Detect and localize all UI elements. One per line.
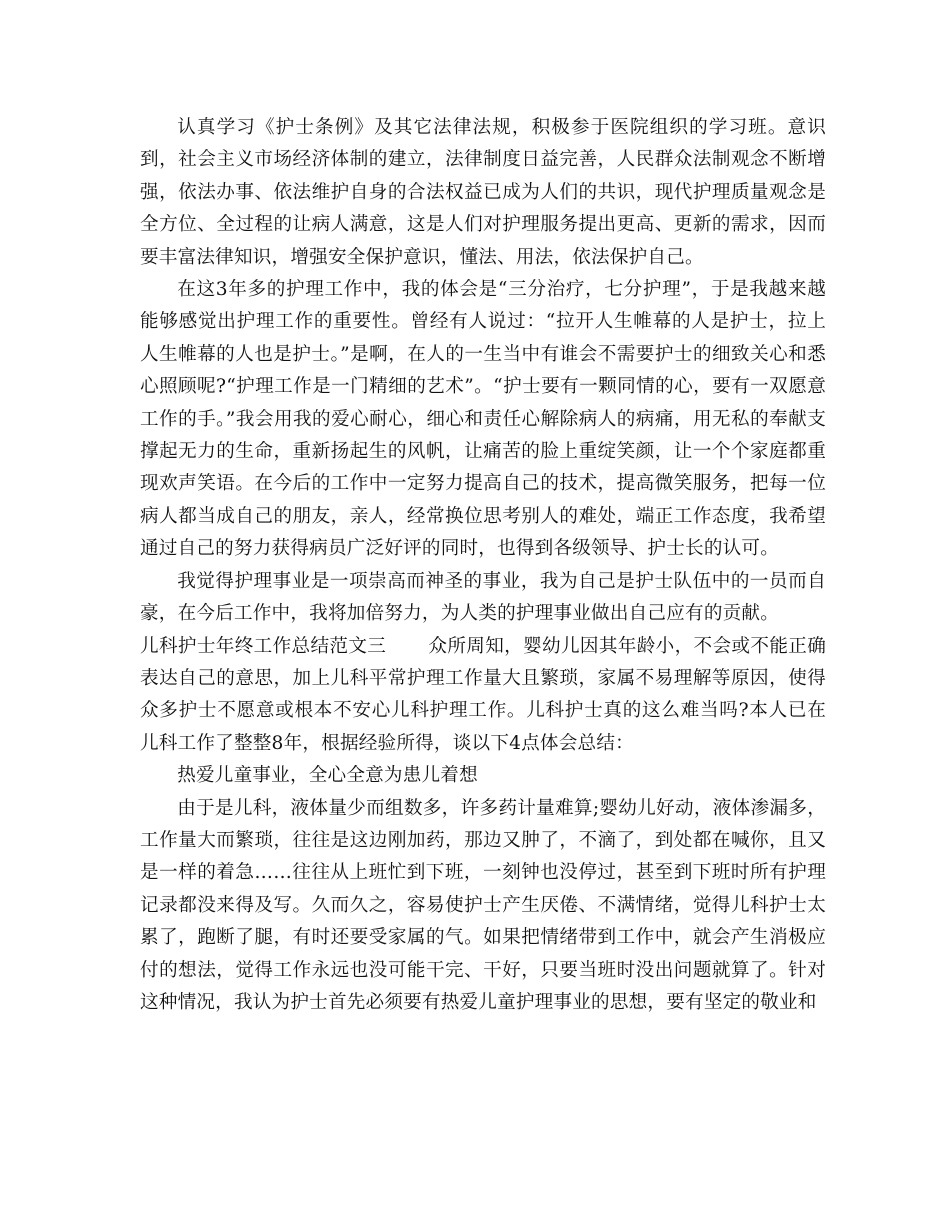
subheading: 热爱儿童事业，全心全意为患儿着想 xyxy=(177,765,478,787)
section-title: 儿科护士年终工作总结范文三 xyxy=(140,635,387,657)
paragraph-pediatric-workload: 由于是儿科，液体量少而组数多，许多药计量难算;婴幼儿好动，液体渗漏多，工作量大而繁琐，往往是这边刚加药，那边又肿了，不滴了，到处都在喊你，且又是一样的着急……往往从上班忙到下班，一刻钟也没停过，甚至到下班时所有护理记录都没来得及写。久而久之，容易使护士产生厌倦、不满情绪，觉得儿科护士太累了，跑断了腿，有时还要受家属的气。如果把情绪带到工作中，就会产生消极应付的想法，觉得工作永远也没可能干完、干好，只要当班时没出问题就算了。针对这种情况，我认为护士首先必须要有热爱儿童护理事业的思想，要有坚定的敬业和 xyxy=(140,797,826,1013)
section-intro-text: 众所周知，婴幼儿因其年龄小，不会或不能正确表达自己的意思，加上儿科平常护理工作量大且繁琐，家属不易理解等原因，使得众多护士不愿意或根本不安心儿科护理工作。儿科护士真的这么难当吗?本人已在儿科工作了整整8年，根据经验所得，谈以下4点体会总结： xyxy=(140,635,826,754)
document-body xyxy=(140,112,826,1019)
section-intro-paragraph xyxy=(140,631,826,761)
paragraph-law-study: 认真学习《护士条例》及其它法律法规，积极参于医院组织的学习班。意识到，社会主义市场经济体制的建立，法律制度日益完善，人民群众法制观念不断增强，依法办事、依法维护自身的合法权益已成为人们的共识，现代护理质量观念是全方位、全过程的让病人满意，这是人们对护理服务提出更高、更新的需求，因而要丰富法律知识，增强安全保护意识，懂法、用法，依法保护自己。 xyxy=(140,117,826,268)
paragraph-career-commitment: 我觉得护理事业是一项崇高而神圣的事业，我为自己是护士队伍中的一员而自豪，在今后工作中，我将加倍努力，为人类的护理事业做出自己应有的贡献。 xyxy=(140,570,826,625)
paragraph-nursing-experience: 在这3年多的护理工作中，我的体会是“三分治疗，七分护理”，于是我越来越能够感觉出护理工作的重要性。曾经有人说过：“拉开人生帷幕的人是护士，拉上人生帷幕的人也是护士。”是啊，在人的一生当中有谁会不需要护士的细致关心和悉心照顾呢?“护理工作是一门精细的艺术”。“护士要有一颗同情的心，要有一双愿意工作的手。”我会用我的爱心耐心，细心和责任心解除病人的病痛，用无私的奉献支撑起无力的生命，重新扬起生的风帆，让痛苦的脸上重绽笑颜，让一个个家庭都重现欢声笑语。在今后的工作中一定努力提高自己的技术，提高微笑服务，把每一位病人都当成自己的朋友，亲人，经常换位思考别人的难处，端正工作态度，我希望通过自己的努力获得病员广泛好评的同时，也得到各级领导、护士长的认可。 xyxy=(140,279,826,560)
